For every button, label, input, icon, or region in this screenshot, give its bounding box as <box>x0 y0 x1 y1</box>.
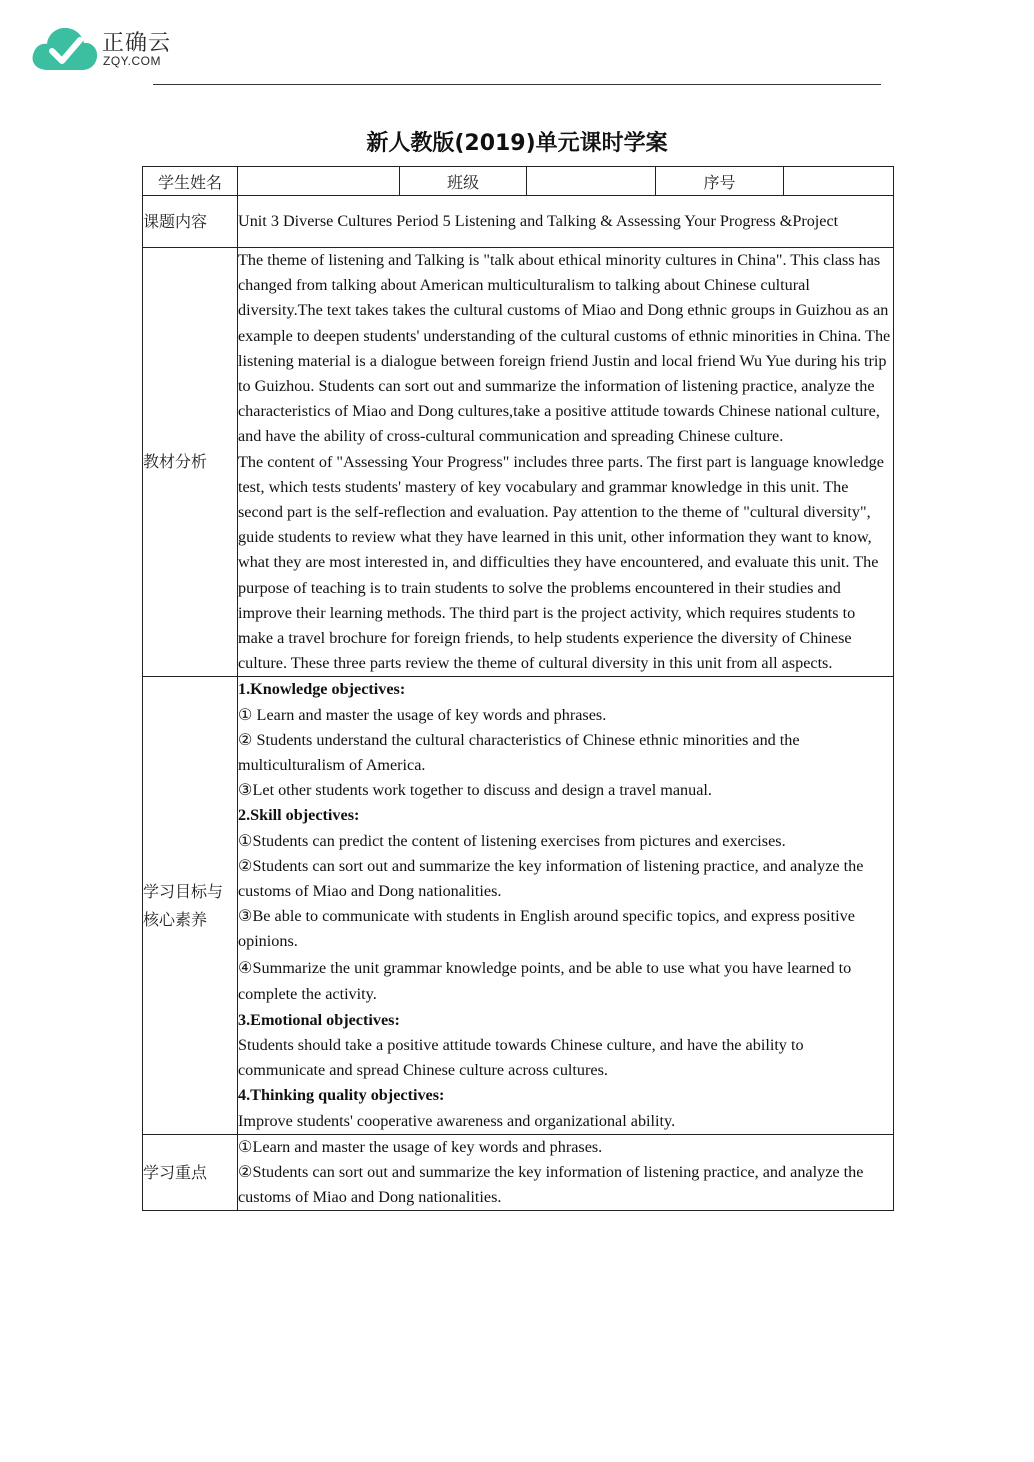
class-label: 班级 <box>400 167 527 196</box>
topic-text: Unit 3 Diverse Cultures Period 5 Listening and Talking & Assessing Your Progress &Project <box>238 196 894 248</box>
topic-label: 课题内容 <box>143 196 238 248</box>
knowledge-item: ③Let other students work together to discuss and design a travel manual. <box>238 781 712 800</box>
knowledge-item: ① Learn and master the usage of key words and phrases. <box>238 705 607 724</box>
key-points-label: 学习重点 <box>143 1134 238 1211</box>
key-points-text <box>238 1134 894 1211</box>
key-point-item: ①Learn and master the usage of key words and phrases. <box>238 1137 603 1156</box>
knowledge-heading: 1.Knowledge objectives: <box>238 680 406 699</box>
skill-item: ③Be able to communicate with students in English around specific topics, and express positive opinions. <box>238 907 855 951</box>
skill-item: ②Students can sort out and summarize the key information of listening practice, and analyze the customs of Miao and Dong nationalities. <box>238 856 864 901</box>
analysis-label: 教材分析 <box>143 248 238 677</box>
analysis-row <box>143 248 894 677</box>
header-divider <box>153 84 881 85</box>
seq-label: 序号 <box>656 167 784 196</box>
page-title: 新人教版(2019)单元课时学案 <box>366 131 668 156</box>
analysis-text <box>238 248 894 677</box>
objectives-text <box>238 677 894 1134</box>
emotional-text: Students should take a positive attitude towards Chinese culture, and have the ability to communicate and spread Chinese culture across cultures. <box>238 1035 804 1080</box>
knowledge-item: ② Students understand the cultural characteristics of Chinese ethnic minorities and the multiculturalism of America. <box>238 730 800 775</box>
student-info-row <box>143 167 894 196</box>
logo-name-en: ZQY.COM <box>103 54 161 68</box>
seq-cell[interactable] <box>784 167 894 196</box>
class-cell[interactable] <box>527 167 656 196</box>
topic-row <box>143 196 894 248</box>
skill-item: ④Summarize the unit grammar knowledge points, and be able to use what you have learned to complete the activity. <box>238 958 852 1004</box>
objectives-label: 学习目标与核心素养 <box>143 677 238 1134</box>
skill-item: ①Students can predict the content of listening exercises from pictures and exercises. <box>238 831 786 850</box>
key-point-item: ②Students can sort out and summarize the key information of listening practice, and analyze the customs of Miao and Dong nationalities. <box>238 1162 864 1207</box>
lesson-plan-table <box>142 166 894 1211</box>
skill-heading: 2.Skill objectives: <box>238 806 360 825</box>
student-name-cell[interactable] <box>238 167 400 196</box>
key-points-row <box>143 1134 894 1211</box>
analysis-paragraph: The content of "Assessing Your Progress" includes three parts. The first part is language knowledge test, which tests students' mastery of key vocabulary and grammar knowledge in this unit. The second part is the self-reflection and evaluation. Pay attention to the theme of "cultural diversity", guide students to review what they have learned in this unit, other information they want to know, what they are most interested in, and difficulties they have encountered, and evaluate this unit. The purpose of teaching is to train students to solve the problems encountered in their studies and improve their learning methods. The third part is the project activity, which requires students to make a travel brochure for foreign friends, to help students experience the diversity of Chinese culture. These three parts review the theme of cultural diversity in this unit from all aspects. <box>238 452 884 673</box>
student-name-label: 学生姓名 <box>143 167 238 196</box>
emotional-heading: 3.Emotional objectives: <box>238 1010 400 1029</box>
thinking-heading: 4.Thinking quality objectives: <box>238 1086 445 1105</box>
objectives-row <box>143 677 894 1134</box>
logo-name-cn: 正确云 <box>102 31 172 56</box>
analysis-paragraph: The theme of listening and Talking is "talk about ethical minority cultures in China". This class has changed from talking about American multiculturalism to talking about Chinese cultural diversity.The text takes takes the cultural customs of Miao and Dong ethnic groups in Guizhou as an example to deepen students' understanding of the cultural customs of ethnic minorities in China. The listening material is a dialogue between foreign friend Justin and local friend Wu Yue during his trip to Guizhou. Students can sort out and summarize the information of listening practice, analyze the characteristics of Miao and Dong cultures,take a positive attitude towards Chinese national culture, and have the ability of cross-cultural communication and spreading Chinese culture. <box>238 251 891 446</box>
thinking-text: Improve students' cooperative awareness and organizational ability. <box>238 1111 676 1130</box>
